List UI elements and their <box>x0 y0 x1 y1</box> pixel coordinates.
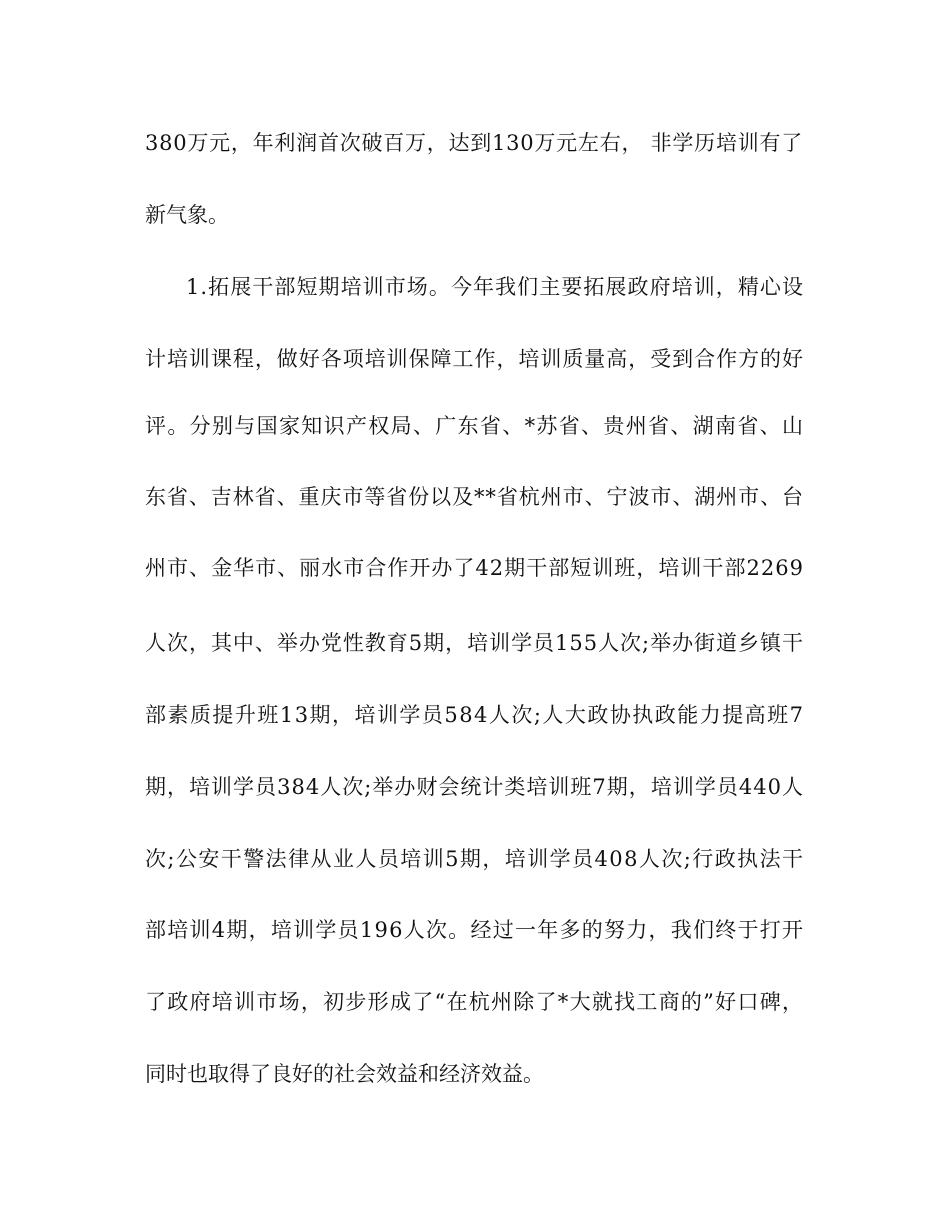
line-text: 次;公安干警法律从业人员培训5期，培训学员408人次;行政执法干 <box>145 847 805 871</box>
line-text: 380万元，年利润首次破百万，达到130万元左右， 非学历培训有了 <box>145 131 803 155</box>
line-text: 部素质提升班13期，培训学员584人次;人大政协执政能力提高班7 <box>145 703 805 727</box>
text-line <box>0 270 950 304</box>
text-line <box>0 985 950 1019</box>
line-text: 同时也取得了良好的社会效益和经济效益。 <box>145 1062 544 1086</box>
line-text: 计培训课程，做好各项培训保障工作，培训质量高，受到合作方的好 <box>145 347 804 371</box>
text-line <box>0 198 950 232</box>
line-text: 了政府培训市场，初步形成了“在杭州除了*大就找工商的”好口碑， <box>145 990 805 1014</box>
line-text: 1.拓展干部短期培训市场。今年我们主要拓展政府培训，精心设 <box>186 275 805 299</box>
text-line <box>0 770 950 804</box>
text-line <box>0 480 950 514</box>
line-text: 期，培训学员384人次;举办财会统计类培训班7期，培训学员440人 <box>145 775 805 799</box>
text-line <box>0 551 950 585</box>
text-line <box>0 1057 950 1091</box>
text-line <box>0 698 950 732</box>
text-line <box>0 842 950 876</box>
line-text: 评。分别与国家知识产权局、广东省、*苏省、贵州省、湖南省、山 <box>145 414 805 438</box>
line-text: 部培训4期，培训学员196人次。经过一年多的努力，我们终于打开 <box>145 918 805 942</box>
text-line <box>0 409 950 443</box>
line-text: 新气象。 <box>145 203 229 227</box>
line-text: 州市、金华市、丽水市合作开办了42期干部短训班，培训干部2269 <box>145 556 805 580</box>
text-line <box>0 342 950 376</box>
text-line <box>0 626 950 660</box>
line-text: 人次，其中、举办党性教育5期，培训学员155人次;举办街道乡镇干 <box>145 631 804 655</box>
line-text: 东省、吉林省、重庆市等省份以及**省杭州市、宁波市、湖州市、台 <box>145 485 804 509</box>
text-line <box>0 126 950 160</box>
text-line <box>0 913 950 947</box>
